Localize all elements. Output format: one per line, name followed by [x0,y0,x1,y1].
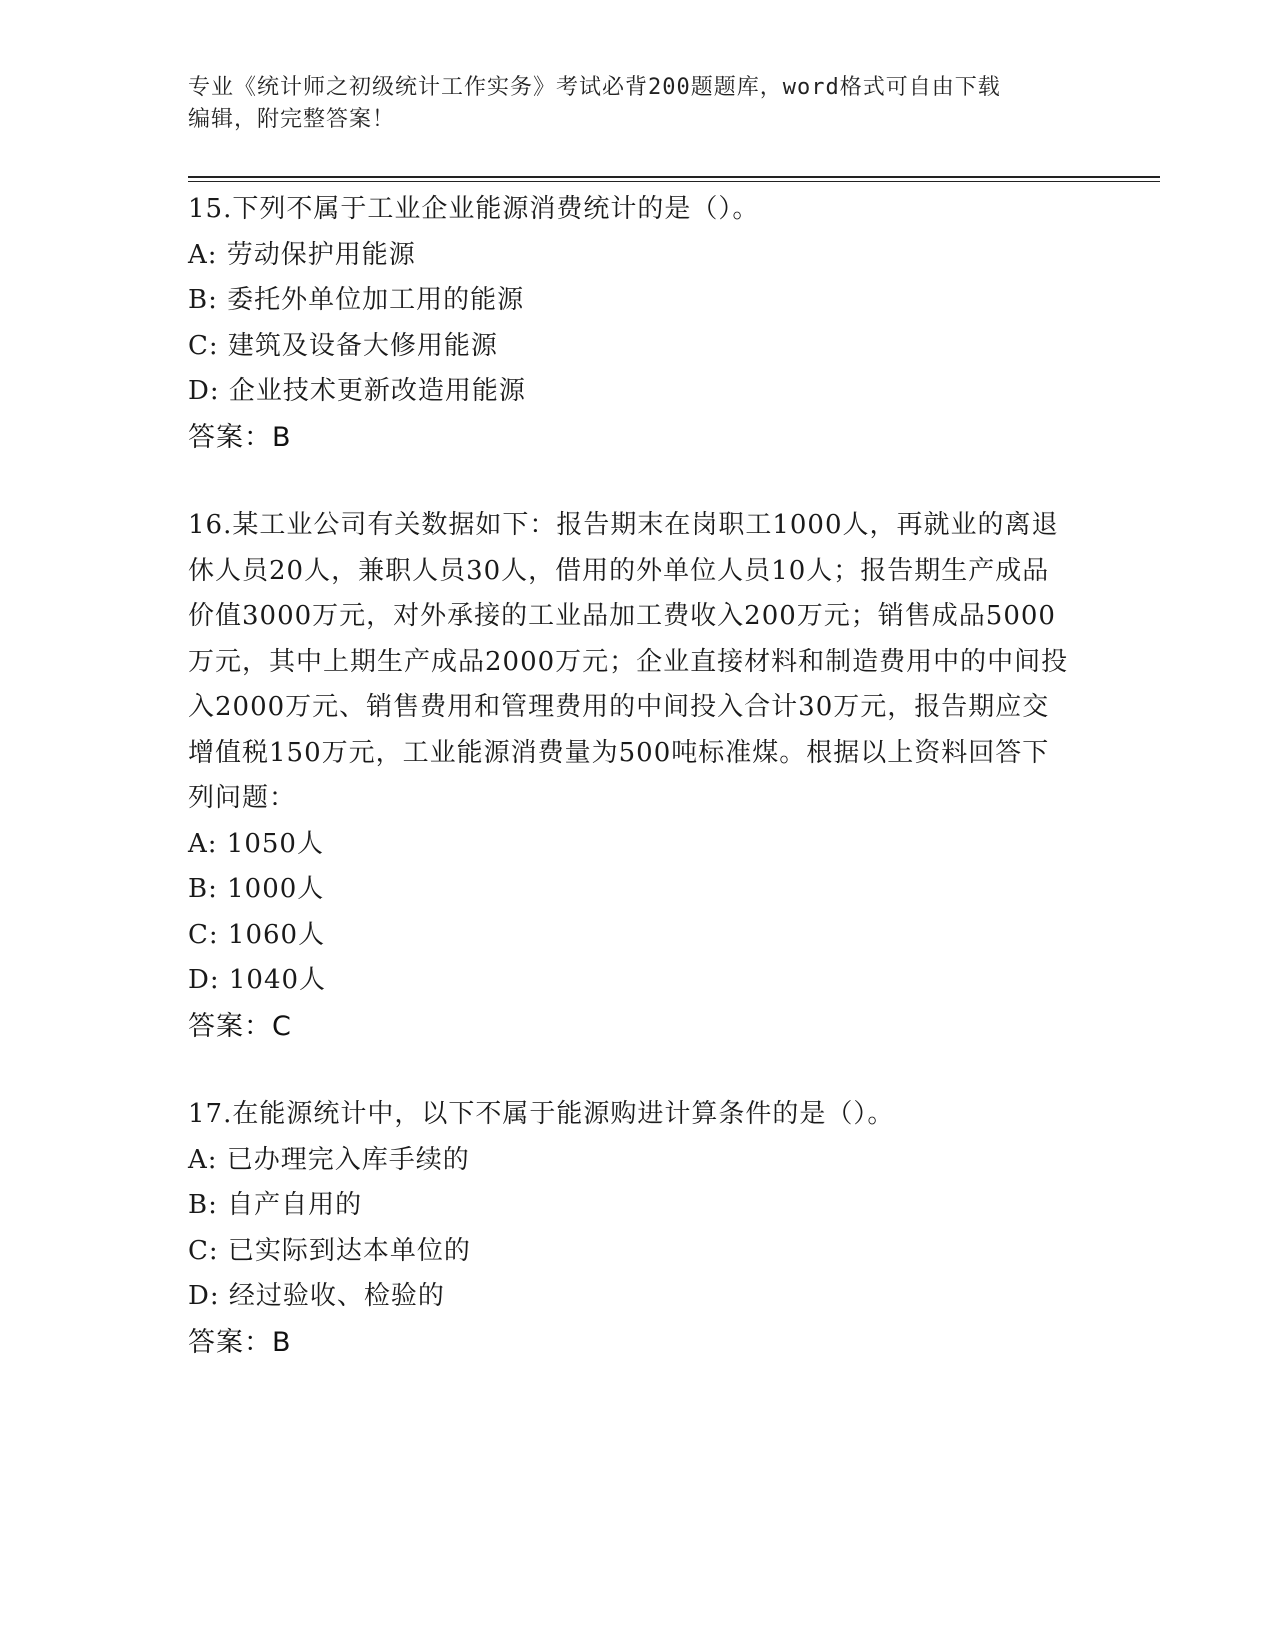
answer-line: 答案：C [188,1010,292,1042]
document-header [188,72,1068,136]
option-d: D: 经过验收、检验的 [188,1281,445,1311]
header-divider-thick [188,176,1160,178]
option-b: B: 1000人 [188,874,325,904]
option-d: D: 1040人 [188,965,327,995]
option-a: A: 已办理完入库手续的 [188,1144,470,1175]
question-stem: 17.在能源统计中，以下不属于能源购进计算条件的是（）。 [188,1099,895,1129]
answer-line: 答案：B [188,1326,292,1358]
question-17 [188,1092,1088,1365]
question-stem: 15.下列不属于工业企业能源消费统计的是（）。 [188,194,760,224]
option-d: D: 企业技术更新改造用能源 [188,376,526,406]
option-a: A: 劳动保护用能源 [188,239,416,270]
option-c: C: 已实际到达本单位的 [188,1235,471,1266]
header-divider-thin [188,181,1160,182]
option-c: C: 1060人 [188,919,326,950]
header-line-1: 专业《统计师之初级统计工作实务》考试必背200题题库，word格式可自由下载 [188,75,1001,100]
question-list [188,187,1088,1408]
question-stem: 16.某工业公司有关数据如下：报告期末在岗职工1000人，再就业的离退休人员20人，兼职人员30人，借用的外单位人员10人；报告期生产成品价值3000万元，对外承接的工业品加工费收入200万元；销售成品5000万元，其中上期生产成品2000万元；企业直接材料和制造费用中的中间投入2000万元、销售费用和管理费用的中间投入合计30万元，报告期应交增值税150万元，工业能源消费量为500吨标准煤。根据以上资料回答下列问题： [188,510,1069,813]
option-b: B: 自产自用的 [188,1190,363,1220]
question-15 [188,187,1088,460]
option-a: A: 1050人 [188,828,324,859]
answer-line: 答案：B [188,421,292,453]
option-c: C: 建筑及设备大修用能源 [188,330,498,361]
question-16 [188,503,1088,1049]
header-line-2: 编辑，附完整答案！ [188,107,396,132]
option-b: B: 委托外单位加工用的能源 [188,285,525,315]
